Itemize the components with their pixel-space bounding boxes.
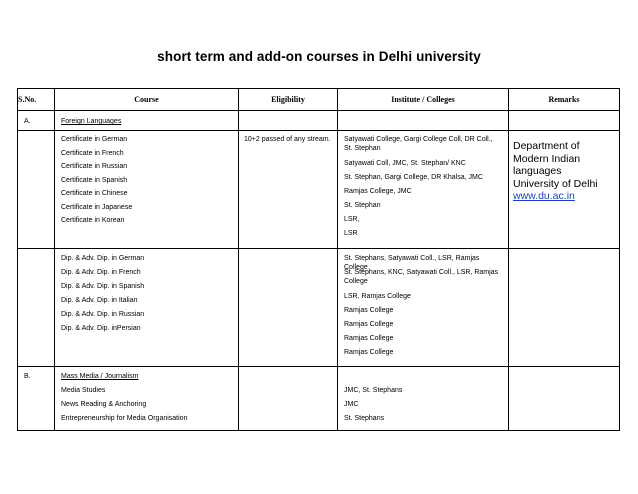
list-item: St. Stephans, Satyawati Coll., LSR, Ramjas College xyxy=(344,255,480,271)
list-item: Dip. & Adv. Dip. in Russian xyxy=(61,311,145,318)
list-item: Dip. & Adv. Dip. in German xyxy=(61,255,145,262)
remarks-cell xyxy=(509,131,620,249)
section-a-heading: Foreign Languages xyxy=(61,118,122,125)
section-a-sno: A. xyxy=(24,118,31,125)
list-item: Certificate in German xyxy=(61,136,128,143)
certificates-cell xyxy=(55,131,239,249)
header-course: Course xyxy=(55,89,239,111)
header-sno: S.No. xyxy=(18,89,55,111)
list-item: St. Stephan xyxy=(344,202,381,209)
remarks-text xyxy=(509,131,619,203)
list-item: Certificate in Russian xyxy=(61,163,128,170)
cert-college-list xyxy=(338,131,508,241)
list-item: Ramjas College xyxy=(344,335,394,342)
remarks-line: Department of xyxy=(513,140,580,152)
remarks-line: Modern Indian xyxy=(513,152,581,165)
list-item: Certificate in Japanese xyxy=(61,203,133,211)
list-item: Satyawati Coll, JMC, St. Stephan/ KNC xyxy=(344,160,466,167)
list-item: Certificate in Korean xyxy=(61,217,125,224)
empty-cell xyxy=(18,249,55,367)
list-item: Satyawati College, Gargi College Coll, DR Coll., St. Stephan xyxy=(344,136,493,152)
list-item: Media Studies xyxy=(61,387,106,394)
header-institute: Institute / Colleges xyxy=(338,89,509,111)
certificate-list xyxy=(55,131,238,230)
diplomas-cell xyxy=(55,249,239,367)
section-b-colleges-cell xyxy=(338,367,509,431)
list-item: St. Stephan, Gargi College, DR Khalsa, JMC xyxy=(344,174,483,181)
page-title: short term and add-on courses in Delhi university xyxy=(157,49,481,64)
section-b-courses-cell xyxy=(55,367,239,431)
list-item: Dip. & Adv. Dip. in Spanish xyxy=(61,283,145,290)
list-item: Certificate in Chinese xyxy=(61,190,128,197)
empty-cell xyxy=(338,111,509,131)
list-item: Certificate in French xyxy=(61,149,124,157)
list-item: Entrepreneurship for Media Organisation xyxy=(61,415,188,422)
list-item: News Reading & Anchoring xyxy=(61,401,147,408)
section-b-college-list xyxy=(338,367,508,428)
list-item: St. Stephans, KNC, Satyawati Coll., LSR, Ramjas College xyxy=(344,269,499,285)
empty-cell xyxy=(239,249,338,367)
empty-cell xyxy=(239,367,338,431)
list-item: Dip. & Adv. Dip. inPersian xyxy=(61,325,141,332)
remarks-line: languages xyxy=(513,165,562,177)
empty-cell xyxy=(18,131,55,249)
table-row xyxy=(18,111,620,131)
diploma-college-list xyxy=(338,249,508,360)
university-website-link[interactable]: www.du.ac.in xyxy=(513,190,575,202)
table-header-row xyxy=(18,89,620,111)
list-item: Ramjas College xyxy=(344,321,394,328)
remarks-line: University of Delhi xyxy=(513,177,598,190)
diploma-list xyxy=(55,249,238,338)
empty-cell xyxy=(239,111,338,131)
section-a-heading-cell xyxy=(55,111,239,131)
cert-colleges-cell xyxy=(338,131,509,249)
table-row xyxy=(18,131,620,249)
eligibility-cell xyxy=(239,131,338,249)
table-row xyxy=(18,367,620,431)
courses-table xyxy=(17,88,620,431)
table-row xyxy=(18,249,620,367)
list-item: LSR xyxy=(344,230,358,237)
list-item: JMC, St. Stephans xyxy=(344,387,403,394)
list-item: LSR, xyxy=(344,216,360,223)
list-item: Certificate in Spanish xyxy=(61,176,128,184)
empty-cell xyxy=(509,249,620,367)
list-item: JMC xyxy=(344,401,359,408)
list-item: St. Stephans xyxy=(344,415,385,422)
empty-cell xyxy=(509,367,620,431)
diploma-colleges-cell xyxy=(338,249,509,367)
list-item: LSR, Ramjas College xyxy=(344,293,411,300)
eligibility-text: 10+2 passed of any stream. xyxy=(244,136,331,143)
list-item: Ramjas College, JMC xyxy=(344,188,412,195)
section-b-sno: B. xyxy=(24,373,31,380)
list-item: Ramjas College xyxy=(344,307,394,314)
header-eligibility: Eligibility xyxy=(239,89,338,111)
header-remarks: Remarks xyxy=(509,89,620,111)
section-a-sno-cell xyxy=(18,111,55,131)
section-b-course-list xyxy=(55,367,238,428)
list-item: Ramjas College xyxy=(344,349,394,356)
section-b-sno-cell xyxy=(18,367,55,431)
empty-cell xyxy=(509,111,620,131)
list-item: Dip. & Adv. Dip. in Italian xyxy=(61,297,138,304)
list-spacer xyxy=(344,372,502,386)
list-item: Dip. & Adv. Dip. in French xyxy=(61,269,141,276)
section-b-heading: Mass Media / Journalism xyxy=(61,373,139,380)
